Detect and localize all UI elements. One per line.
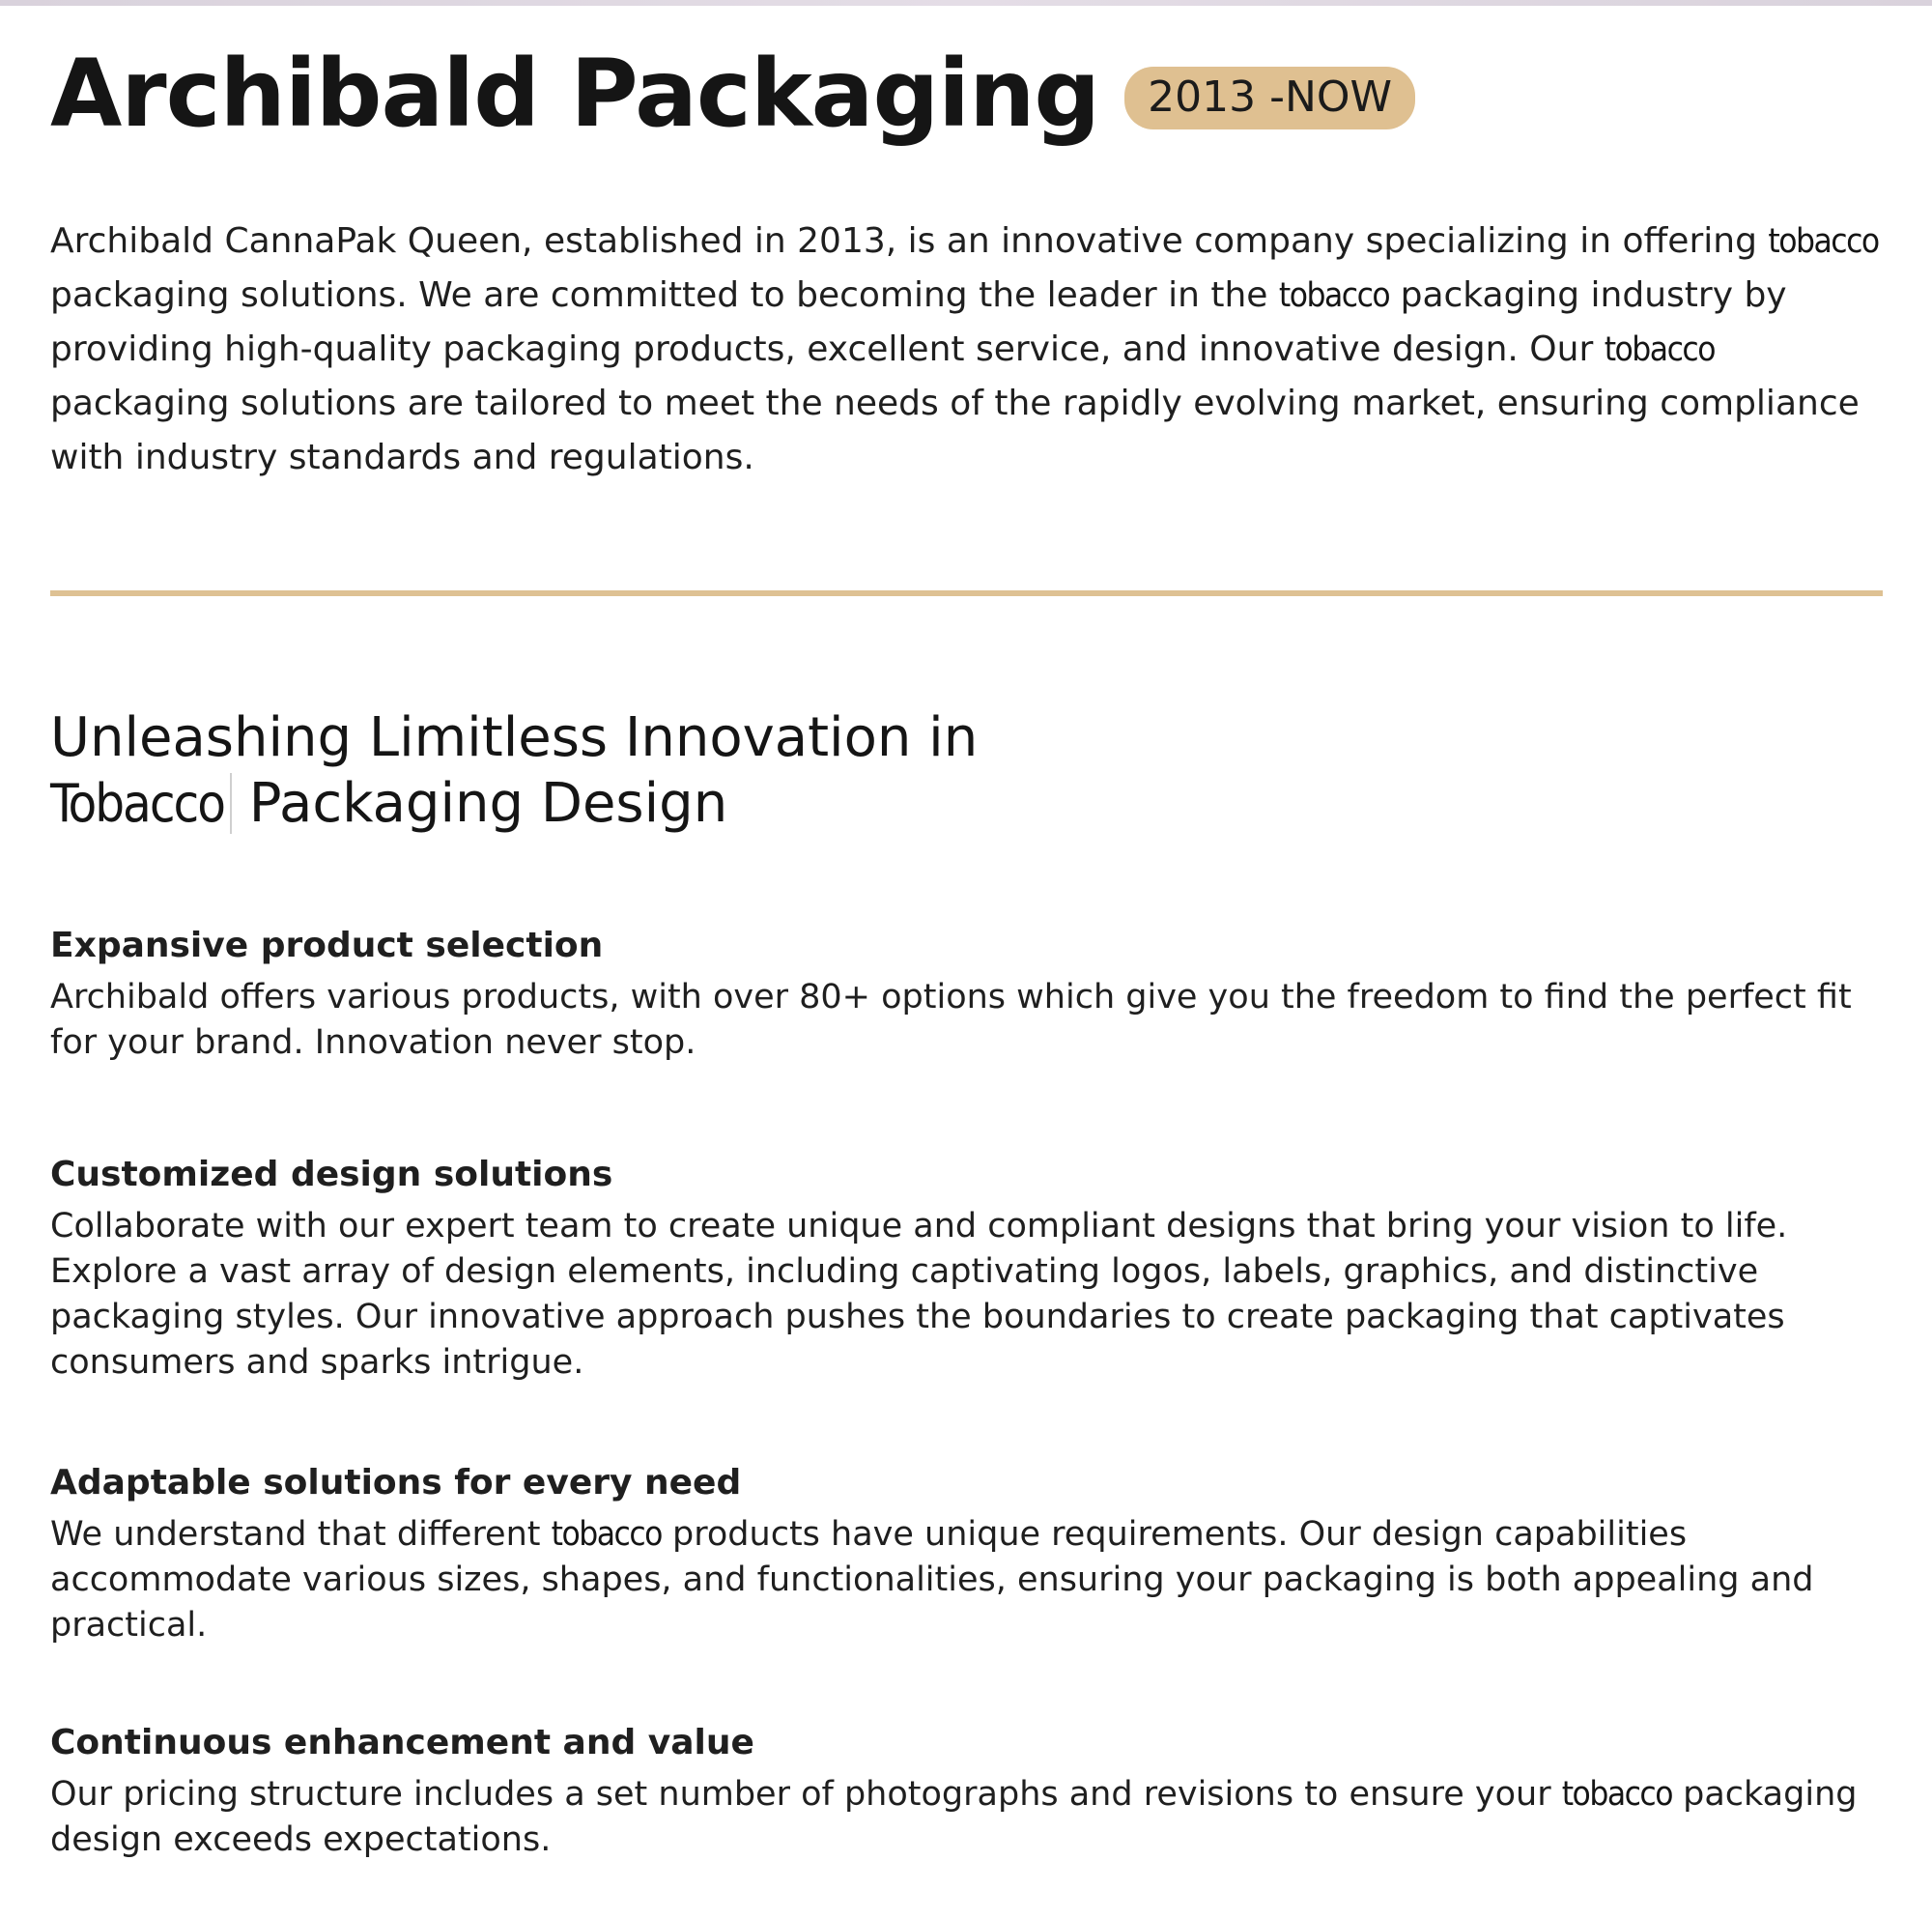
- feature-adaptable-solutions: [50, 1460, 1886, 1648]
- title-row: [50, 39, 1415, 150]
- feature-text: [50, 1772, 1886, 1863]
- section-title-line1: Unleashing Limitless Innovation in: [50, 706, 979, 769]
- feature-title: Adaptable solutions for every need: [50, 1463, 742, 1503]
- feature-text-part: packaging design exceeds expectations.: [50, 1775, 1858, 1859]
- feature-title: Continuous enhancement and value: [50, 1723, 754, 1762]
- section-title-keyword: Tobacco: [50, 773, 232, 834]
- feature-product-selection: [50, 923, 1886, 1066]
- section-divider: [50, 590, 1883, 596]
- intro-text: packaging solutions are tailored to meet the needs of the rapidly evolving market, ensuring compliance with industry standards and regulations.: [50, 384, 1860, 477]
- page-title: Archibald Packaging: [50, 40, 1100, 148]
- feature-keyword: tobacco: [1561, 1775, 1672, 1814]
- feature-text: Archibald offers various products, with over 80+ options which give you the freedom to find the perfect fit for your brand. Innovation never stop.: [50, 978, 1852, 1062]
- feature-title: Customized design solutions: [50, 1155, 613, 1194]
- intro-text: Archibald CannaPak Queen, established in 2013, is an innovative company specializing in offering: [50, 221, 1769, 261]
- feature-text: Collaborate with our expert team to create unique and compliant designs that bring your vision to life. Explore a vast array of design elements, including captivating logos, labels, graphics, and distinctive packaging styles. Our innovative approach pushes the boundaries to create packaging that captivates consumers and sparks intrigue.: [50, 1207, 1788, 1382]
- year-badge: 2013 -NOW: [1124, 67, 1415, 129]
- feature-text-part: We understand that different: [50, 1515, 552, 1554]
- feature-continuous-enhancement: [50, 1720, 1886, 1863]
- feature-keyword: tobacco: [551, 1515, 662, 1554]
- intro-text: packaging solutions. We are committed to becoming the leader in the: [50, 275, 1279, 315]
- section-title: [50, 705, 978, 837]
- feature-text-part: Our pricing structure includes a set number of photographs and revisions to ensure your: [50, 1775, 1562, 1814]
- intro-paragraph: [50, 215, 1886, 485]
- intro-keyword: tobacco: [1604, 330, 1715, 369]
- intro-text: packaging industry by providing high-quality packaging products, excellent service, and innovative design. Our: [50, 275, 1787, 369]
- top-accent-bar: [0, 0, 1932, 6]
- intro-keyword: tobacco: [1768, 222, 1879, 261]
- intro-keyword: tobacco: [1278, 276, 1390, 315]
- feature-title: Expansive product selection: [50, 926, 604, 965]
- feature-text-part: products have unique requirements. Our design capabilities accommodate various sizes, shapes, and functionalities, ensuring your packaging is both appealing and practical.: [50, 1515, 1814, 1645]
- feature-custom-design: [50, 1152, 1886, 1386]
- feature-text: [50, 1512, 1886, 1648]
- section-title-line2: Packaging Design: [231, 772, 728, 835]
